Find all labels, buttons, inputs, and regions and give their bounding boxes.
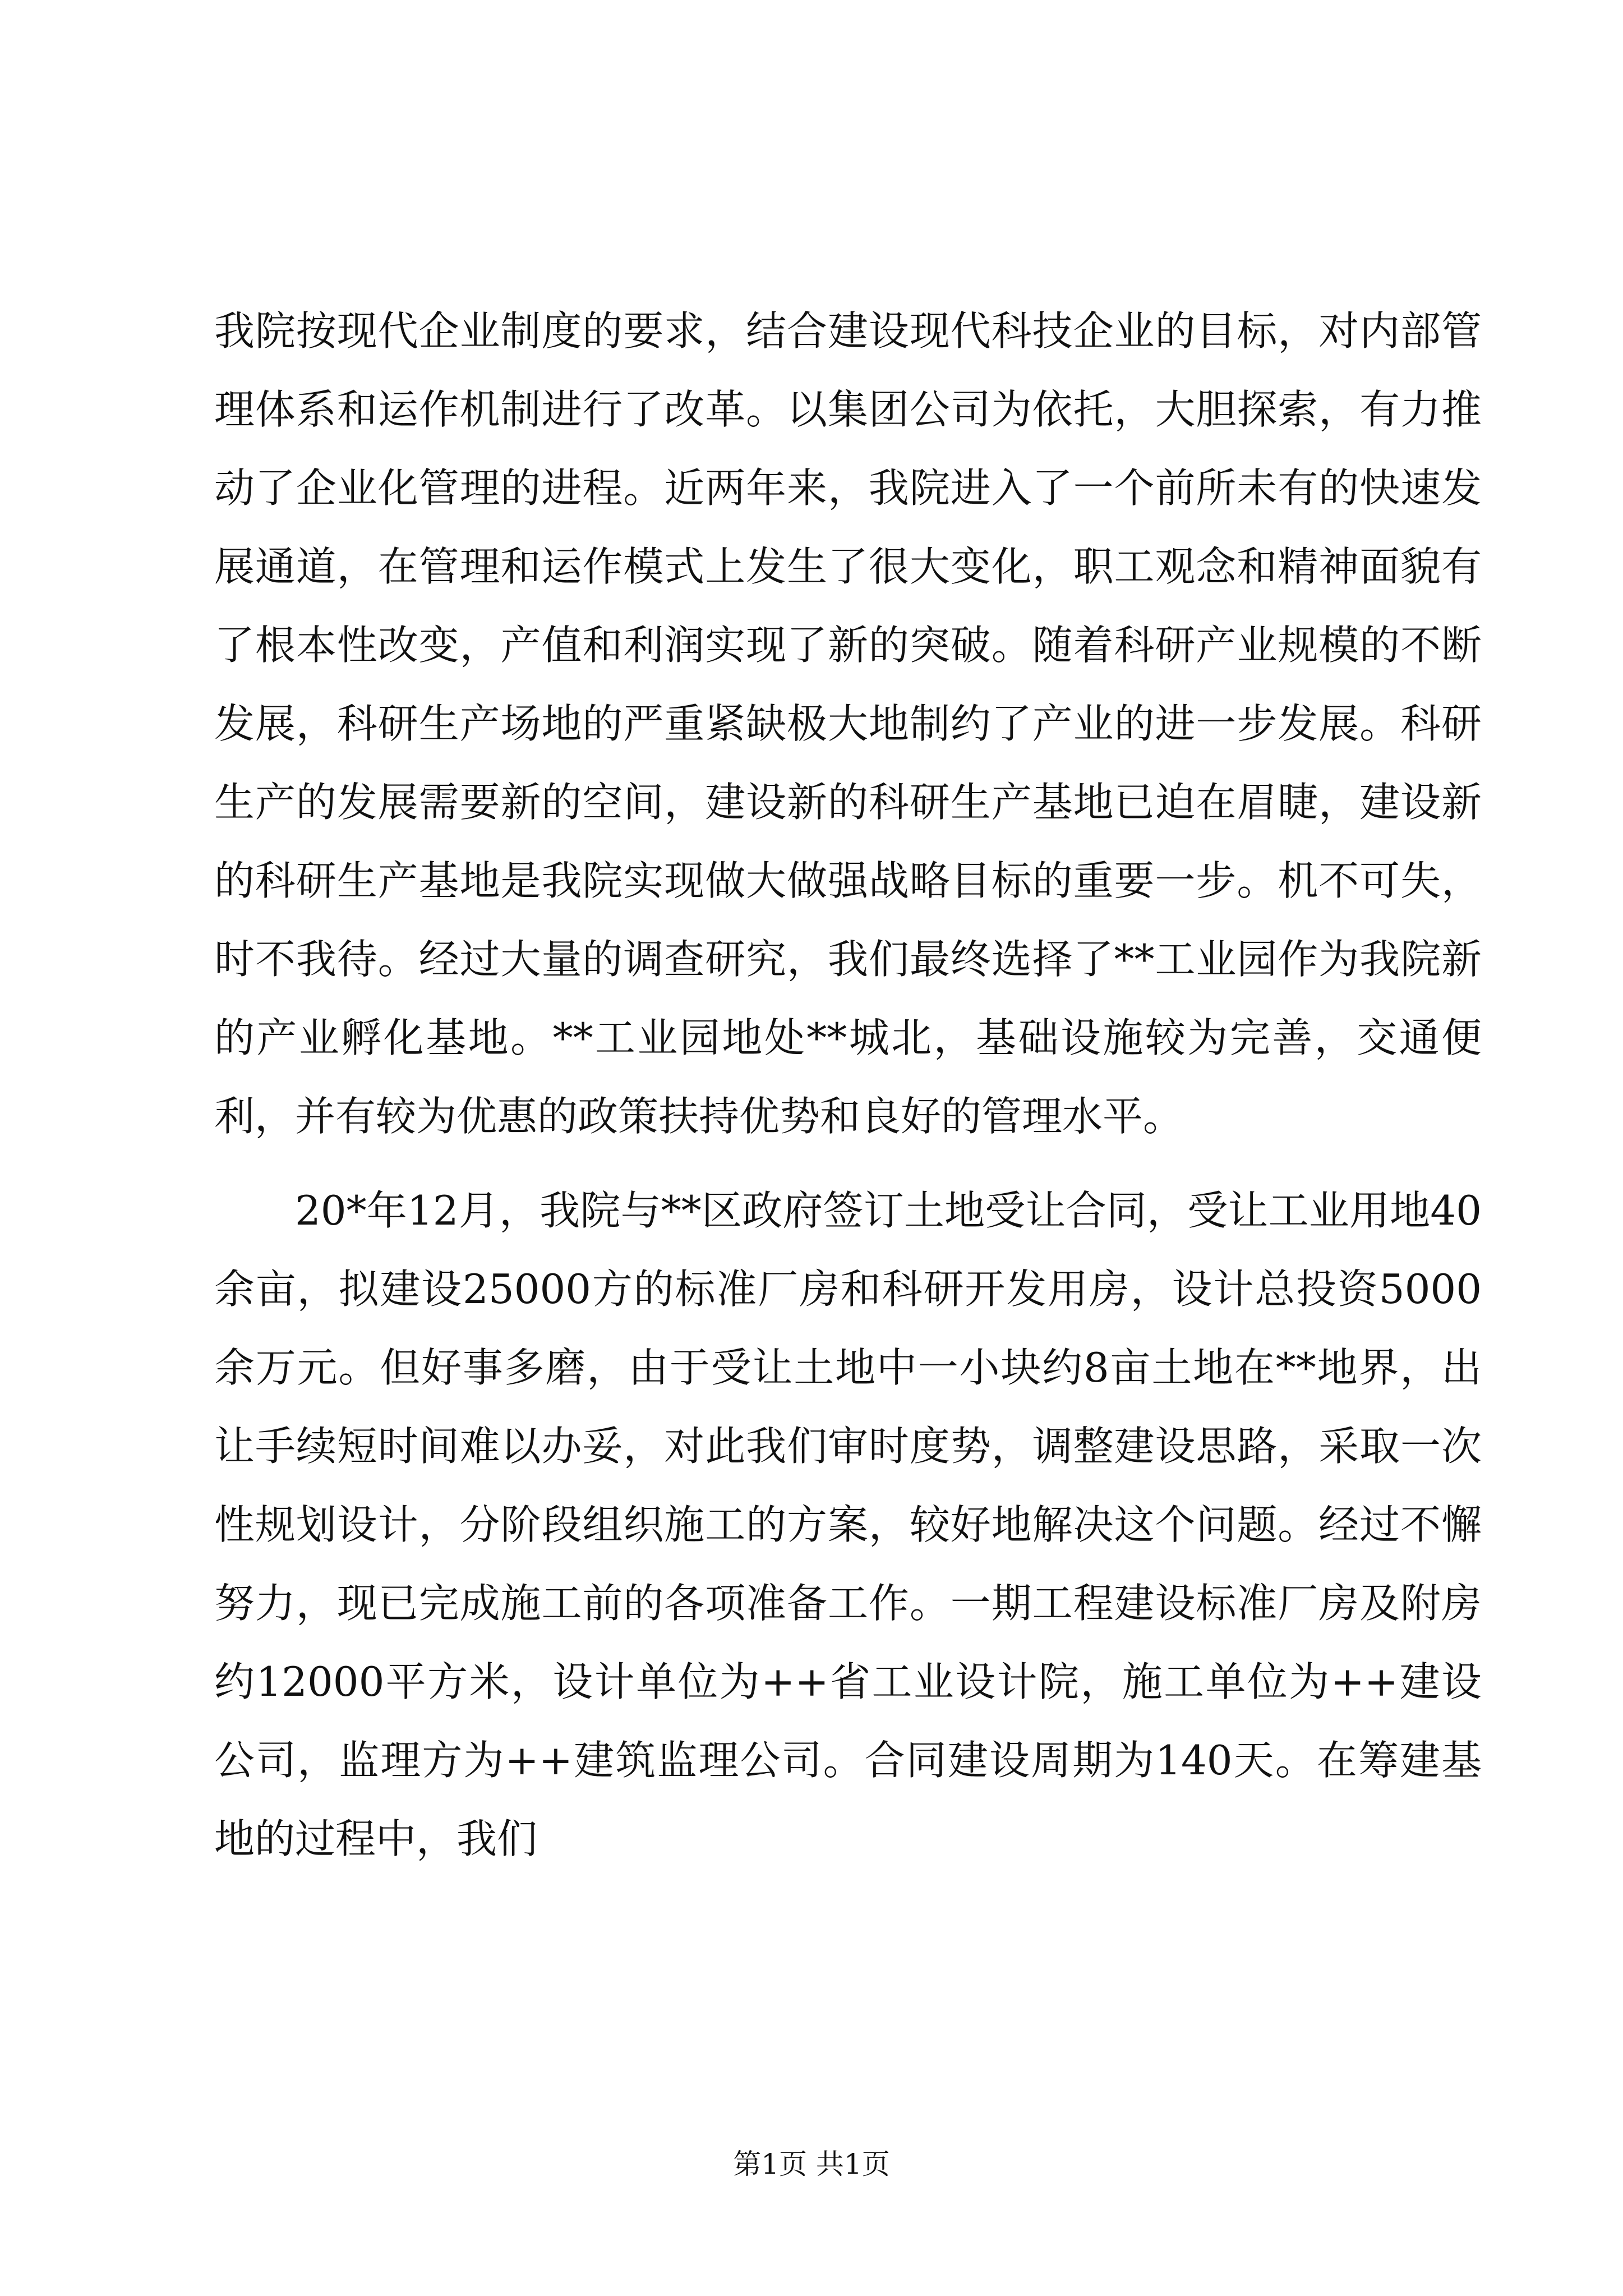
paragraph-1: 我院按现代企业制度的要求，结合建设现代科技企业的目标，对内部管理体系和运作机制进行了改革。以集团公司为依托，大胆探索，有力推动了企业化管理的进程。近两年来，我院进入了一个前所未有的快速发展通道，在管理和运作模式上发生了很大变化，职工观念和精神面貌有了根本性改变，产值和利润实现了新的突破。随着科研产业规模的不断发展，科研生产场地的严重紧缺极大地制约了产业的进一步发展。科研生产的发展需要新的空间，建设新的科研生产基地已迫在眉睫，建设新的科研生产基地是我院实现做大做强战略目标的重要一步。机不可失，时不我待。经过大量的调查研究，我们最终选择了**工业园作为我院新的产业孵化基地。**工业园地处**城北，基础设施较为完善，交通便利，并有较为优惠的政策扶持优势和良好的管理水平。 [214, 307, 1482, 1140]
paragraph-2: 20*年12月，我院与**区政府签订土地受让合同，受让工业用地40余亩，拟建设25000方的标准厂房和科研开发用房，设计总投资5000余万元。但好事多磨，由于受让土地中一小块约8亩土地在**地界，出让手续短时间难以办妥，对此我们审时度势，调整建设思路，采取一次性规划设计，分阶段组织施工的方案，较好地解决这个问题。经过不懈努力，现已完成施工前的各项准备工作。一期工程建设标准厂房及附房约12000平方米，设计单位为++省工业设计院，施工单位为++建设公司，监理方为++建筑监理公司。合同建设周期为140天。在筹建基地的过程中，我们 [214, 1187, 1482, 1862]
document-body [214, 292, 1482, 1878]
page-footer: 第1页 共1页 [733, 2148, 890, 2180]
